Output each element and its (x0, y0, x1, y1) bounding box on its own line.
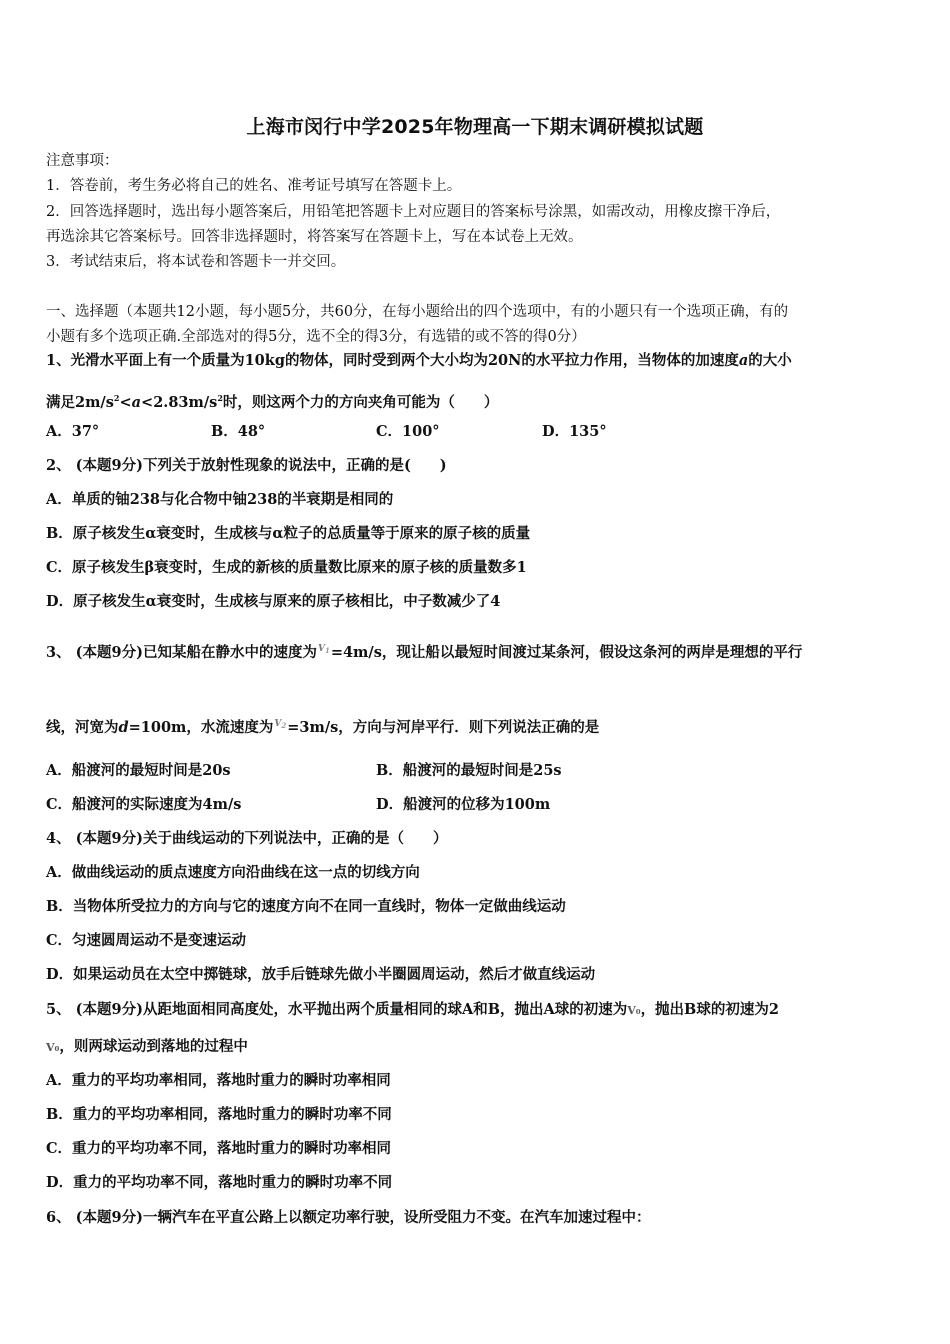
q5-option-d[interactable]: D．重力的平均功率不同，落地时重力的瞬时功率不同 (46, 1174, 393, 1191)
q5-stem-line-2: V₀，则两球运动到落地的过程中 (46, 1038, 248, 1055)
section-instructions-line-2: 小题有多个选项正确.全部选对的得5分，选不全的得3分，有选错的或不答的得0分） (46, 329, 586, 345)
q5-option-b[interactable]: B．重力的平均功率相同，落地时重力的瞬时功率不同 (46, 1106, 392, 1123)
q5-option-c[interactable]: C．重力的平均功率不同，落地时重力的瞬时功率相同 (46, 1140, 392, 1157)
q1-option-d[interactable]: D．135° (542, 423, 607, 440)
v1-symbol: V1 (317, 644, 330, 655)
q1-option-a[interactable]: A．37° (46, 423, 100, 440)
notes-heading: 注意事项： (46, 153, 119, 169)
q5-stem-line-1: 5、 (本题9分)从距地面相同高度处，水平抛出两个质量相同的球A和B，抛出A球的初速为V₀，抛出B球的初速为2 (46, 1001, 779, 1018)
q4-option-a[interactable]: A．做曲线运动的质点速度方向沿曲线在这一点的切线方向 (46, 864, 420, 881)
v2-symbol: V2 (274, 719, 287, 730)
q3-stem-line-1: 3、 (本题9分)已知某船在静水中的速度为$^{V_1}$=4m/s，现让船以最短时间渡过某条河，假设这条河的两岸是理想的平行 (46, 644, 803, 661)
q2-stem: 2、 (本题9分)下列关于放射性现象的说法中，正确的是( ) (46, 457, 447, 474)
note-2-line-2: 再选涂其它答案标号。回答非选择题时，将答案写在答题卡上，写在本试卷上无效。 (46, 229, 583, 245)
q3-stem-line-2: 线，河宽为d=100m，水流速度为$^{V_2}$=3m/s，方向与河岸平行．则下列说法正确的是 (46, 719, 600, 736)
v0-symbol: V₀ (627, 1004, 641, 1017)
note-2-line-1: 2．回答选择题时，选出每小题答案后，用铅笔把答题卡上对应题目的答案标号涂黑，如需改动，用橡皮擦干净后， (46, 204, 781, 220)
section-instructions-line-1: 一、选择题（本题共12小题，每小题5分，共60分，在每小题给出的四个选项中，有的小题只有一个选项正确，有的 (46, 304, 789, 320)
q4-option-d[interactable]: D．如果运动员在太空中掷链球，放手后链球先做小半圈圆周运动，然后才做直线运动 (46, 966, 596, 983)
q1-stem-line-1: 1、光滑水平面上有一个质量为10kg的物体，同时受到两个大小均为20N的水平拉力作用，当物体的加速度a的大小 (46, 352, 792, 369)
q4-option-b[interactable]: B．当物体所受拉力的方向与它的速度方向不在同一直线时，物体一定做曲线运动 (46, 898, 566, 915)
q4-stem: 4、 (本题9分)关于曲线运动的下列说法中，正确的是（ ） (46, 830, 448, 847)
note-3: 3．考试结束后，将本试卷和答题卡一并交回。 (46, 254, 346, 270)
note-1: 1．答卷前，考生务必将自己的姓名、准考证号填写在答题卡上。 (46, 178, 462, 194)
v0-symbol-2: V₀ (46, 1041, 60, 1054)
q2-option-b[interactable]: B．原子核发生α衰变时，生成核与α粒子的总质量等于原来的原子核的质量 (46, 525, 531, 542)
q3-option-d[interactable]: D．船渡河的位移为100m (376, 796, 551, 813)
q2-option-c[interactable]: C．原子核发生β衰变时，生成的新核的质量数比原来的原子核的质量数多1 (46, 559, 527, 576)
q3-option-a[interactable]: A．船渡河的最短时间是20s (46, 762, 231, 779)
q2-option-d[interactable]: D．原子核发生α衰变时，生成核与原来的原子核相比，中子数减少了4 (46, 593, 501, 610)
q1-option-b[interactable]: B．48° (211, 423, 266, 440)
page-title: 上海市闵行中学2025年物理高一下期末调研模拟试题 (246, 116, 704, 138)
q1-stem-line-2: 满足$2m/s^2<a<2.83m/s^2$时，则这两个力的方向夹角可能为（ ） (46, 393, 499, 411)
q6-stem: 6、 (本题9分)一辆汽车在平直公路上以额定功率行驶，设所受阻力不变。在汽车加速过程中： (46, 1209, 651, 1226)
q4-option-c[interactable]: C．匀速圆周运动不是变速运动 (46, 932, 247, 949)
q1-option-c[interactable]: C．100° (376, 423, 440, 440)
q5-option-a[interactable]: A．重力的平均功率相同，落地时重力的瞬时功率相同 (46, 1072, 391, 1089)
q2-option-a[interactable]: A．单质的铀238与化合物中铀238的半衰期是相同的 (46, 491, 394, 508)
q3-option-c[interactable]: C．船渡河的实际速度为4m/s (46, 796, 242, 813)
q3-option-b[interactable]: B．船渡河的最短时间是25s (376, 762, 562, 779)
